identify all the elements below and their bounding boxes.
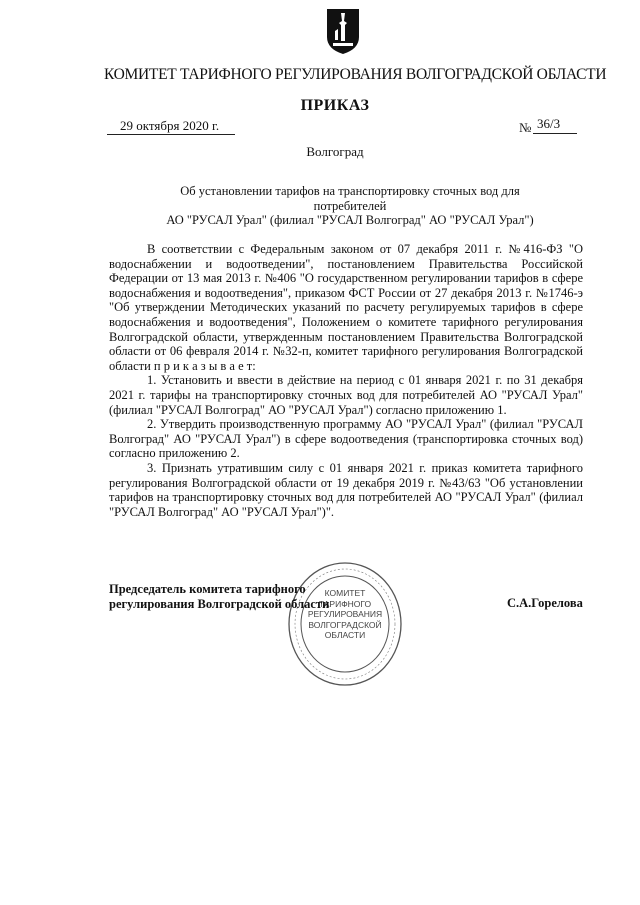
coat-of-arms-emblem bbox=[325, 7, 361, 55]
date-underline bbox=[107, 134, 235, 135]
stamp-line-4: ВОЛГОГРАДСКОЙ bbox=[308, 619, 382, 630]
subject-line-1: Об установлении тарифов на транспортировку сточных вод для потребителей bbox=[180, 184, 520, 213]
signatory-title bbox=[109, 582, 369, 612]
signatory-title-line-2: регулирования Волгоградской области bbox=[109, 597, 330, 611]
signatory-title-line-1: Председатель комитета тарифного bbox=[109, 582, 306, 596]
stamp-line-5: ОБЛАСТИ bbox=[324, 630, 366, 640]
order-date: 29 октября 2020 г. bbox=[120, 118, 220, 133]
committee-name: КОМИТЕТ ТАРИФНОГО РЕГУЛИРОВАНИЯ ВОЛГОГРАДСКОЙ ОБЛАСТИ bbox=[104, 66, 607, 83]
preamble-paragraph: В соответствии с Федеральным законом от 07 декабря 2011 г. №416-ФЗ "О водоснабжении и водоотведении", постановлением Правительства Российской Федерации от 13 мая 2013 г. №406 "О государственном регулировании тарифов в сфере водоснабжения и водоотведения", приказом ФСТ России от 27 декабря 2013 г. №1746-э "Об утверждении Методических указаний по расчету регулируемых тарифов в сфере водоснабжения и водоотведения", Положением о комитете тарифного регулирования Волгоградской области, утвержденным постановлением Правительства Волгоградской области от 06 февраля 2014 г. №32-п, комитет тарифного регулирования Волгоградской области п р и к а з ы в а е т: bbox=[109, 242, 583, 373]
stamp-line-3: РЕГУЛИРОВАНИЯ bbox=[307, 609, 383, 619]
city-name: Волгоград bbox=[306, 144, 364, 159]
order-number-label: № bbox=[519, 120, 532, 135]
order-item-3: 3. Признать утратившим силу с 01 января 2021 г. приказ комитета тарифного регулирования Волгоградской области от 19 декабря 2019 г. №43/63 "Об установлении тарифов на транспортировку сточных вод для потребителей АО "РУСАЛ Урал" (филиал "РУСАЛ Волгоград" АО "РУСАЛ Урал")". bbox=[109, 460, 583, 519]
document-type-title: ПРИКАЗ bbox=[300, 97, 370, 114]
subject-line-2: АО "РУСАЛ Урал" (филиал "РУСАЛ Волгоград" АО "РУСАЛ Урал") bbox=[166, 213, 534, 227]
order-number: 36/3 bbox=[537, 116, 561, 131]
stamp-line-2: ТАРИФНОГО bbox=[318, 598, 372, 609]
signatory-name: С.А.Горелова bbox=[507, 596, 583, 610]
order-item-1: 1. Установить и ввести в действие на период с 01 января 2021 г. по 31 декабря 2021 г. тарифы на транспортировку сточных вод для потребителей АО "РУСАЛ Урал" (филиал "РУСАЛ Волгоград" АО "РУСАЛ Урал") согласно приложению 1. bbox=[109, 373, 583, 417]
stamp-line-1: КОМИТЕТ bbox=[324, 588, 366, 598]
number-underline bbox=[533, 133, 577, 134]
order-item-2: 2. Утвердить производственную программу АО "РУСАЛ Урал" (филиал "РУСАЛ Волгоград" АО "РУСАЛ Урал") в сфере водоотведения (транспортировка сточных вод) согласно приложению 2. bbox=[109, 417, 583, 461]
order-body bbox=[109, 242, 583, 519]
order-subject bbox=[150, 184, 550, 228]
